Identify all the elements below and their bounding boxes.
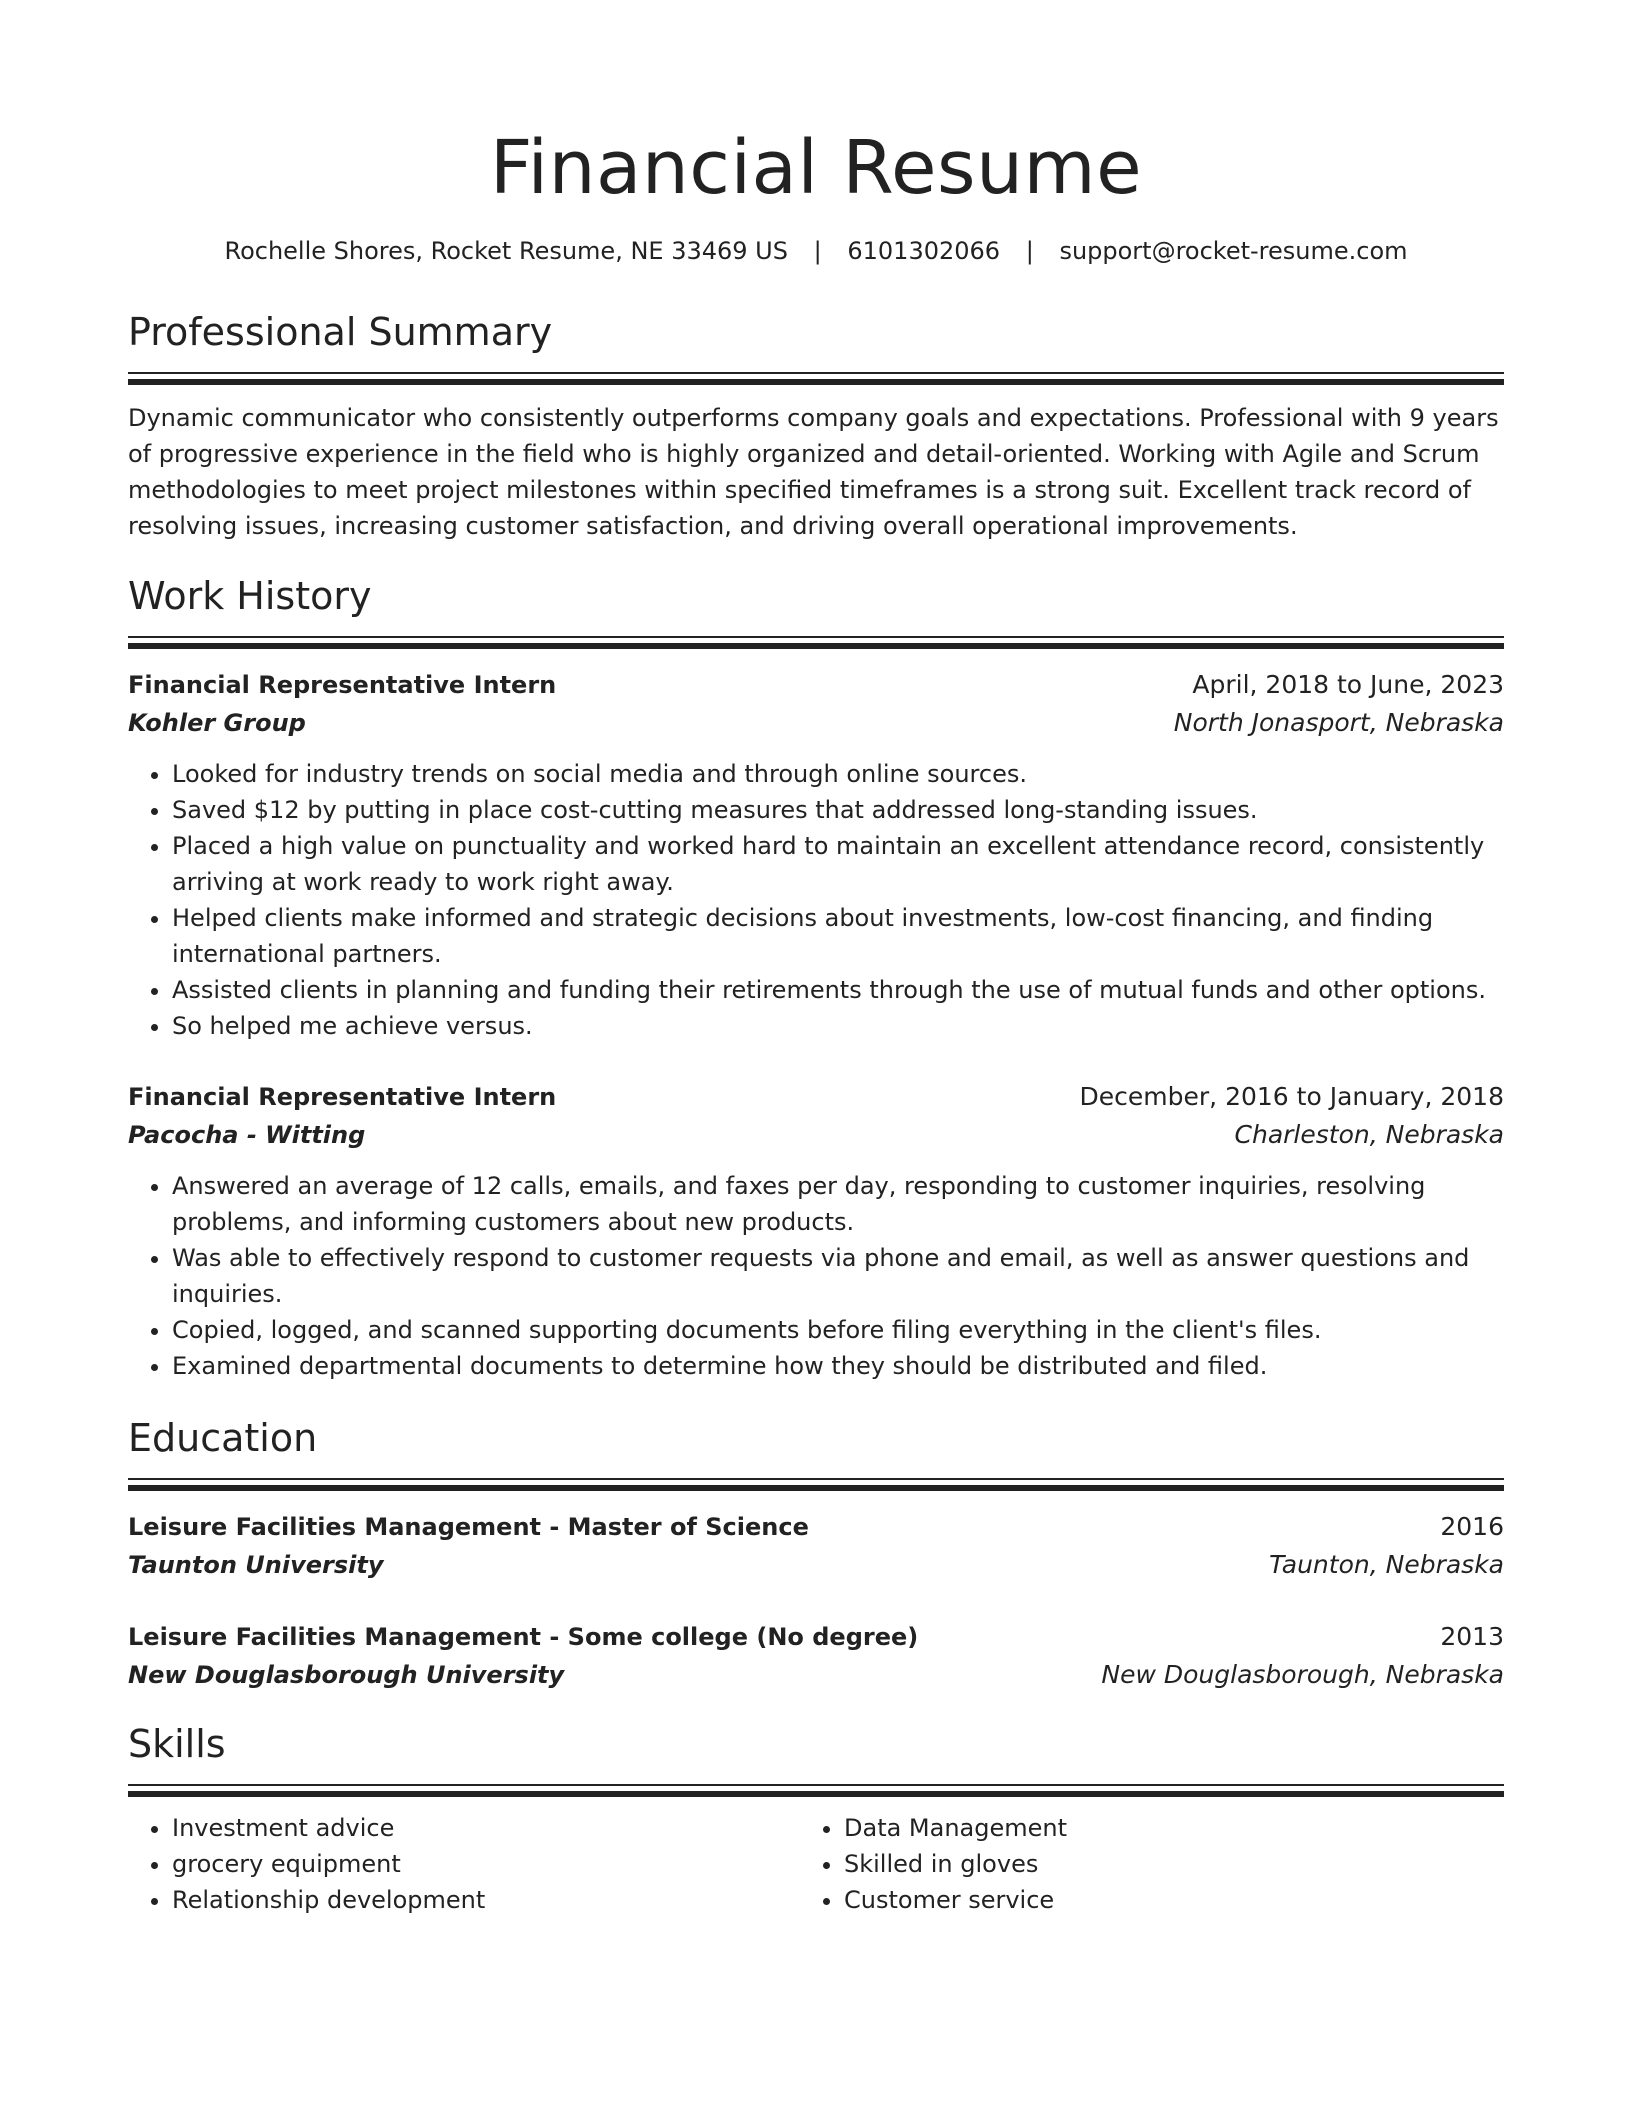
- list-item: • Saved $12 by putting in place cost-cutting measures that addressed long-standing issues.: [172, 792, 1504, 828]
- education-school-row: [128, 1656, 1504, 1694]
- section-divider: [128, 1784, 1504, 1796]
- skills-column-right: [800, 1810, 1472, 1918]
- contact-email: support@rocket-resume.com: [1059, 237, 1408, 265]
- job-company: Kohler Group: [128, 709, 306, 737]
- skill-item: • Relationship development: [172, 1882, 800, 1918]
- section-divider: [128, 1478, 1504, 1490]
- job-company-row: [128, 704, 1504, 742]
- section-divider: [128, 372, 1504, 384]
- education-location: New Douglasborough, Nebraska: [1101, 1660, 1504, 1689]
- job-entry: [128, 1078, 1504, 1384]
- skill-item: • Data Management: [844, 1810, 1472, 1846]
- job-dates: December, 2016 to January, 2018: [1079, 1082, 1504, 1111]
- job-company: Pacocha - Witting: [128, 1121, 366, 1149]
- resume-title: Financial Resume: [489, 125, 1143, 211]
- job-location: Charleston, Nebraska: [1234, 1120, 1504, 1149]
- contact-line: [128, 234, 1504, 268]
- education-header-row: [128, 1618, 1504, 1656]
- skill-item: • Investment advice: [172, 1810, 800, 1846]
- job-location: North Jonasport, Nebraska: [1173, 708, 1504, 737]
- skills-grid: [128, 1810, 1504, 1918]
- education-year: 2016: [1440, 1512, 1504, 1541]
- work-history-section: [128, 572, 1504, 1384]
- job-dates: April, 2018 to June, 2023: [1192, 670, 1504, 699]
- list-item: • Copied, logged, and scanned supporting documents before filing everything in the client's files.: [172, 1312, 1504, 1348]
- list-item: • Looked for industry trends on social media and through online sources.: [172, 756, 1504, 792]
- education-header-row: [128, 1508, 1504, 1546]
- education-entry: [128, 1618, 1504, 1694]
- job-title: Financial Representative Intern: [128, 671, 557, 699]
- education-school: New Douglasborough University: [128, 1661, 565, 1689]
- contact-address: Rochelle Shores, Rocket Resume, NE 33469 US: [224, 237, 788, 265]
- job-duties-list: [128, 756, 1504, 1044]
- summary-section: [128, 308, 1504, 544]
- education-school: Taunton University: [128, 1551, 384, 1579]
- section-heading-skills: Skills: [128, 1722, 226, 1766]
- resume-page: [128, 0, 1504, 1918]
- list-item: • Examined departmental documents to determine how they should be distributed and filed.: [172, 1348, 1504, 1384]
- education-degree: Leisure Facilities Management - Master of Science: [128, 1513, 809, 1541]
- contact-separator: |: [813, 237, 822, 265]
- list-item: • So helped me achieve versus.: [172, 1008, 1504, 1044]
- job-duties-list: [128, 1168, 1504, 1384]
- section-heading-education: Education: [128, 1416, 318, 1460]
- education-degree: Leisure Facilities Management - Some college (No degree): [128, 1623, 919, 1651]
- list-item: • Helped clients make informed and strategic decisions about investments, low-cost financing, and finding international partners.: [172, 900, 1504, 972]
- education-school-row: [128, 1546, 1504, 1584]
- skills-column-left: [128, 1810, 800, 1918]
- list-item: • Placed a high value on punctuality and worked hard to maintain an excellent attendance record, consistently arriving at work ready to work right away.: [172, 828, 1504, 900]
- summary-text: Dynamic communicator who consistently outperforms company goals and expectations. Professional with 9 years of progressive experience in the field who is highly organized and detail-oriented. Working with Agile and Scrum methodologies to meet project milestones within specified timeframes is a strong suit. Excellent track record of resolving issues, increasing customer satisfaction, and driving overall operational improvements.: [128, 404, 1499, 540]
- skill-item: • Skilled in gloves: [844, 1846, 1472, 1882]
- section-divider: [128, 636, 1504, 648]
- skill-item: • grocery equipment: [172, 1846, 800, 1882]
- education-location: Taunton, Nebraska: [1269, 1550, 1504, 1579]
- job-company-row: [128, 1116, 1504, 1154]
- section-heading-summary: Professional Summary: [128, 310, 553, 354]
- job-header-row: [128, 666, 1504, 704]
- list-item: • Answered an average of 12 calls, emails, and faxes per day, responding to customer inquiries, resolving problems, and informing customers about new products.: [172, 1168, 1504, 1240]
- skills-section: [128, 1720, 1504, 1918]
- contact-phone: 6101302066: [847, 237, 1001, 265]
- section-heading-work: Work History: [128, 574, 372, 618]
- job-title: Financial Representative Intern: [128, 1083, 557, 1111]
- job-header-row: [128, 1078, 1504, 1116]
- list-item: • Was able to effectively respond to customer requests via phone and email, as well as answer questions and inquiries.: [172, 1240, 1504, 1312]
- education-entry: [128, 1508, 1504, 1584]
- list-item: • Assisted clients in planning and funding their retirements through the use of mutual funds and other options.: [172, 972, 1504, 1008]
- contact-separator: |: [1025, 237, 1034, 265]
- education-year: 2013: [1440, 1622, 1504, 1651]
- education-section: [128, 1414, 1504, 1694]
- job-entry: [128, 666, 1504, 1044]
- skill-item: • Customer service: [844, 1882, 1472, 1918]
